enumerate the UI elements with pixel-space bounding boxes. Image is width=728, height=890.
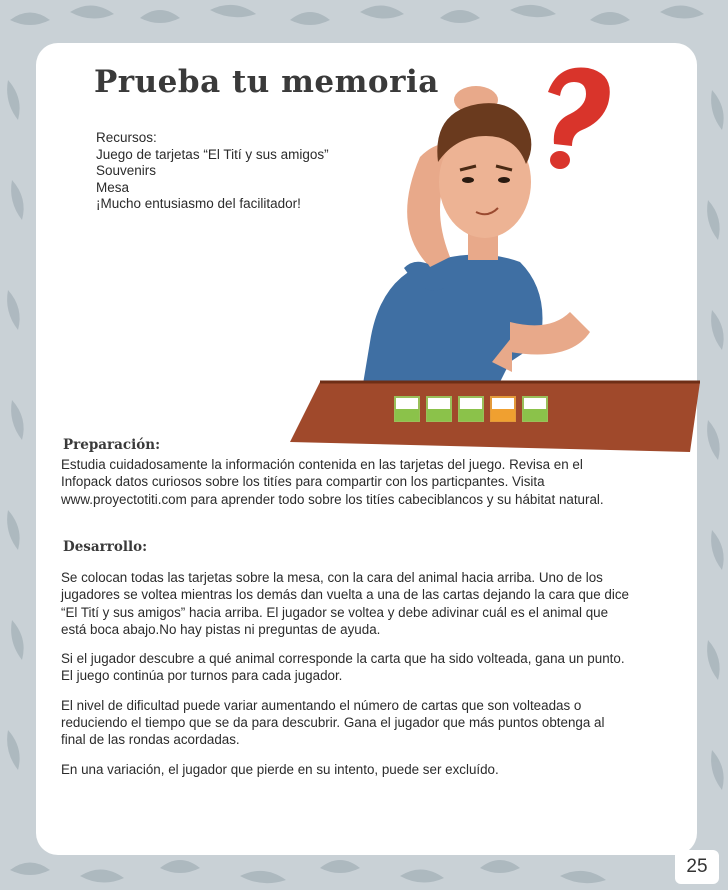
game-cards bbox=[395, 397, 547, 421]
preparacion-text bbox=[61, 456, 631, 520]
page-title: Prueba tu memoria bbox=[94, 64, 439, 100]
desarrollo-paragraph: En una variación, el jugador que pierde en su intento, puede ser excluído. bbox=[61, 761, 499, 777]
desarrollo-paragraph: Se colocan todas las tarjetas sobre la mesa, con la cara del animal hacia arriba. Uno de los jugadores se voltea mientras los demás dan vuelta a una de las cartas dejando la cara que dice “El Tití y sus amigos” hacia arriba. El jugador se voltea y debe adivinar cuál es el animal que está boca abajo.No hay pistas ni preguntas de ayuda. bbox=[61, 570, 629, 637]
preparacion-heading: Preparación: bbox=[63, 437, 161, 453]
page-number: 25 bbox=[675, 850, 719, 884]
resource-item: Juego de tarjetas “El Tití y sus amigos” bbox=[96, 146, 329, 162]
resource-item: Souvenirs bbox=[96, 163, 157, 179]
desarrollo-heading: Desarrollo: bbox=[63, 539, 148, 555]
desarrollo-text bbox=[61, 569, 631, 790]
resource-item: Mesa bbox=[96, 179, 130, 195]
desarrollo-paragraph: El nivel de dificultad puede variar aumentando el número de cartas que son volteadas o reduciendo el tiempo que se da para descubrir. Gana el jugador que más puntos obtenga al final de las rondas acordadas. bbox=[61, 697, 605, 748]
preparacion-paragraph: Estudia cuidadosamente la información contenida en las tarjetas del juego. Revisa en el Infopack datos curiosos sobre los titíes para compartir con los particpantes. Visita www.proyectotiti.com para aprender todo sobre los titíes cabeciblancos y su hábitat natural. bbox=[61, 457, 604, 507]
resources-heading: Recursos: bbox=[96, 130, 157, 145]
question-mark-icon bbox=[548, 68, 610, 170]
boy-thinking-illustration bbox=[280, 52, 700, 452]
resources-list bbox=[96, 130, 386, 213]
resource-item: ¡Mucho entusiasmo del facilitador! bbox=[96, 196, 301, 212]
desarrollo-paragraph: Si el jugador descubre a qué animal corresponde la carta que ha sido volteada, gana un punto. El juego continúa por turnos para cada jugador. bbox=[61, 651, 625, 684]
